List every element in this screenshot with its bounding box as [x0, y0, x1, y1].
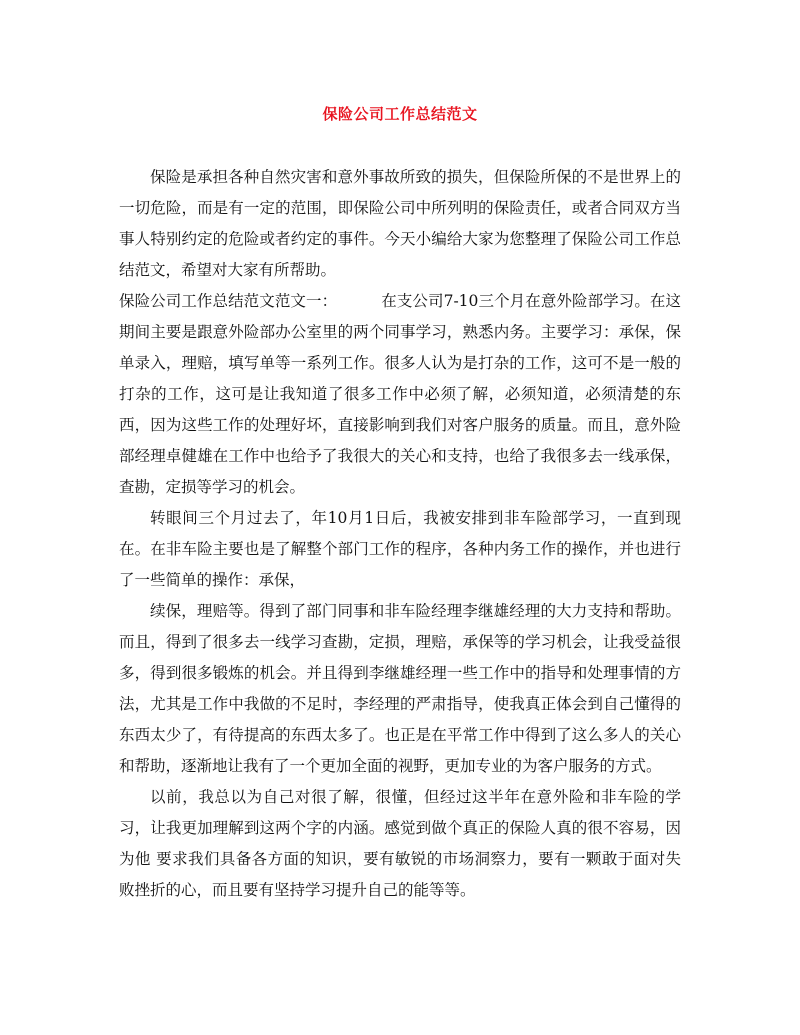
- paragraph-reflection: 以前，我总以为自己对很了解，很懂，但经过这半年在意外险和非车险的学习，让我更加理解到这两个字的内涵。感觉到做个真正的保险人真的很不容易，因为他 要求我们具备各方面的知识，要有敏锐的市场洞察力，要有一颗敢于面对失败挫折的心，而且要有坚持学习提升自己的能等等。: [119, 788, 681, 899]
- paragraph-intro: 保险是承担各种自然灾害和意外事故所致的损失，但保险所保的不是世界上的一切危险，而是有一定的范围，即保险公司中所列明的保险责任，或者合同双方当事人特别约定的危险或者约定的事件。今天小编给大家为您整理了保险公司工作总结范文，希望对大家有所帮助。: [119, 168, 681, 279]
- paragraph-sample-one: [119, 286, 681, 503]
- paragraph-continue: 续保，理赔等。得到了部门同事和非车险经理李继雄经理的大力支持和帮助。而且，得到了很多去一线学习查勘，定损，理赔，承保等的学习机会，让我受益很多，得到很多锻炼的机会。并且得到李继雄经理一些工作中的指导和处理事情的方法，尤其是工作中我做的不足时，李经理的严肃指导，使我真正体会到自己懂得的东西太少了，有待提高的东西太多了。也正是在平常工作中得到了这么多人的关心和帮助，逐渐地让我有了一个更加全面的视野，更加专业的为客户服务的方式。: [119, 602, 681, 775]
- document-body: [119, 162, 681, 906]
- sample-one-label: 保险公司工作总结范文范文一：: [119, 292, 338, 310]
- paragraph-transfer: 转眼间三个月过去了，年10月1日后，我被安排到非车险部学习，一直到现在。在非车险主要也是了解整个部门工作的程序，各种内务工作的操作，并也进行了一些简单的操作：承保，: [119, 509, 681, 589]
- document-title: 保险公司工作总结范文: [322, 105, 478, 123]
- sample-one-text: 在支公司7-10三个月在意外险部学习。在这期间主要是跟意外险部办公室里的两个同事学习，熟悉内务。主要学习：承保，保单录入，理赔，填写单等一系列工作。很多人认为是打杂的工作，这可不是一般的打杂的工作，这可是让我知道了很多工作中必须了解，必须知道，必须清楚的东西，因为这些工作的处理好坏，直接影响到我们对客户服务的质量。而且，意外险部经理卓健雄在工作中也给予了我很大的关心和支持，也给了我很多去一线承保，查勘，定损等学习的机会。: [119, 292, 681, 496]
